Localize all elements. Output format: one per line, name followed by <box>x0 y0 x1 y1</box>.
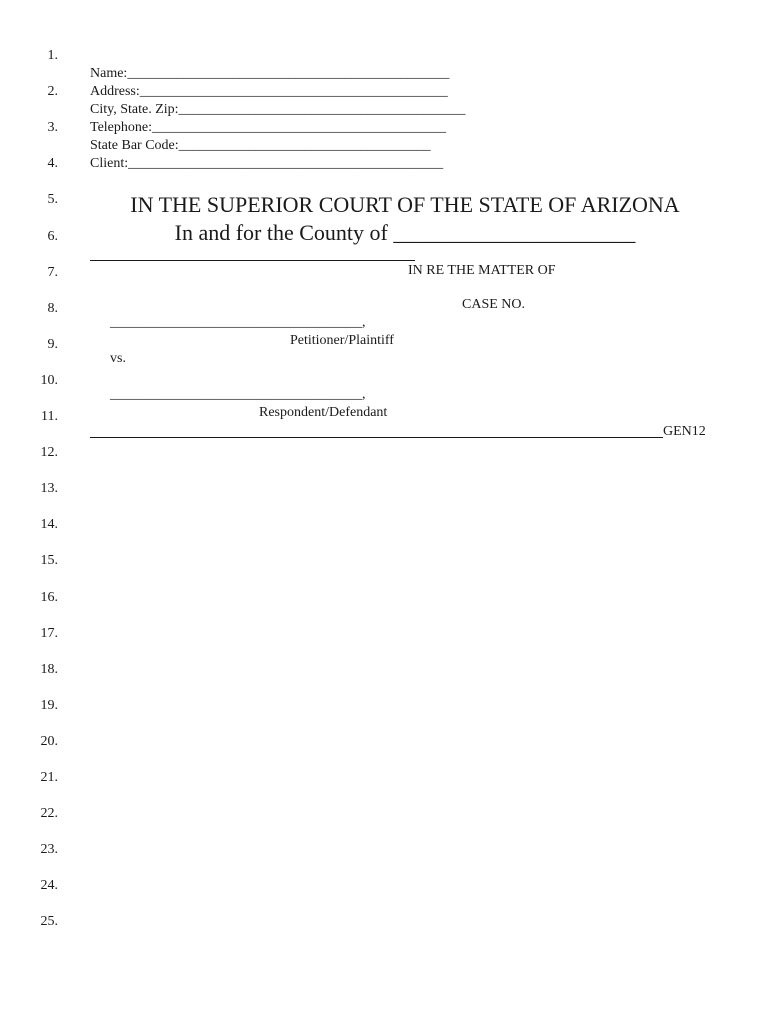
line-number: 12. <box>40 445 58 461</box>
line-number: 8. <box>47 300 58 316</box>
versus-label: vs. <box>110 351 126 366</box>
line-number: 22. <box>40 806 58 822</box>
respondent-label: Respondent/Defendant <box>259 405 388 420</box>
county-line: In and for the County of ______________________ <box>174 220 636 245</box>
line-number: 2. <box>47 84 58 100</box>
caption-top-rule <box>90 260 415 261</box>
form-code: GEN12 <box>663 424 706 439</box>
in-re-matter-label: IN RE THE MATTER OF <box>408 263 556 278</box>
court-title: IN THE SUPERIOR COURT OF THE STATE OF ARIZONA <box>130 192 680 217</box>
city-state-zip-field: City, State. Zip:_________________________________________ <box>90 102 466 117</box>
line-number: 7. <box>47 264 58 280</box>
name-field: Name:______________________________________________ <box>90 66 450 81</box>
line-number: 19. <box>40 697 58 713</box>
line-number: 16. <box>40 589 58 605</box>
line-number: 15. <box>40 553 58 569</box>
line-number: 24. <box>40 878 58 894</box>
line-number: 6. <box>47 228 58 244</box>
line-number: 11. <box>41 409 58 424</box>
line-number: 13. <box>40 481 58 497</box>
line-number: 17. <box>40 625 58 641</box>
case-number-label: CASE NO. <box>462 297 526 312</box>
line-number: 3. <box>47 120 58 136</box>
telephone-field: Telephone:__________________________________________ <box>90 120 446 135</box>
line-number: 25. <box>40 914 58 930</box>
line-number: 18. <box>40 661 58 677</box>
line-number: 4. <box>47 156 58 172</box>
line-number: 23. <box>40 842 58 858</box>
line-number: 9. <box>47 336 58 352</box>
address-field: Address:____________________________________________ <box>90 84 448 99</box>
line-number: 1. <box>47 48 58 63</box>
petitioner-label: Petitioner/Plaintiff <box>290 333 394 348</box>
petitioner-name-line: ____________________________________, <box>110 315 366 330</box>
line-number: 5. <box>47 192 58 208</box>
line-number: 21. <box>40 770 58 785</box>
line-number: 10. <box>40 372 58 388</box>
client-field: Client:_____________________________________________ <box>90 156 444 171</box>
line-number: 20. <box>40 733 58 749</box>
caption-bottom-rule <box>90 437 663 438</box>
line-number: 14. <box>40 517 58 533</box>
state-bar-code-field: State Bar Code:____________________________________ <box>90 138 431 153</box>
respondent-name-line: ____________________________________, <box>110 387 366 402</box>
